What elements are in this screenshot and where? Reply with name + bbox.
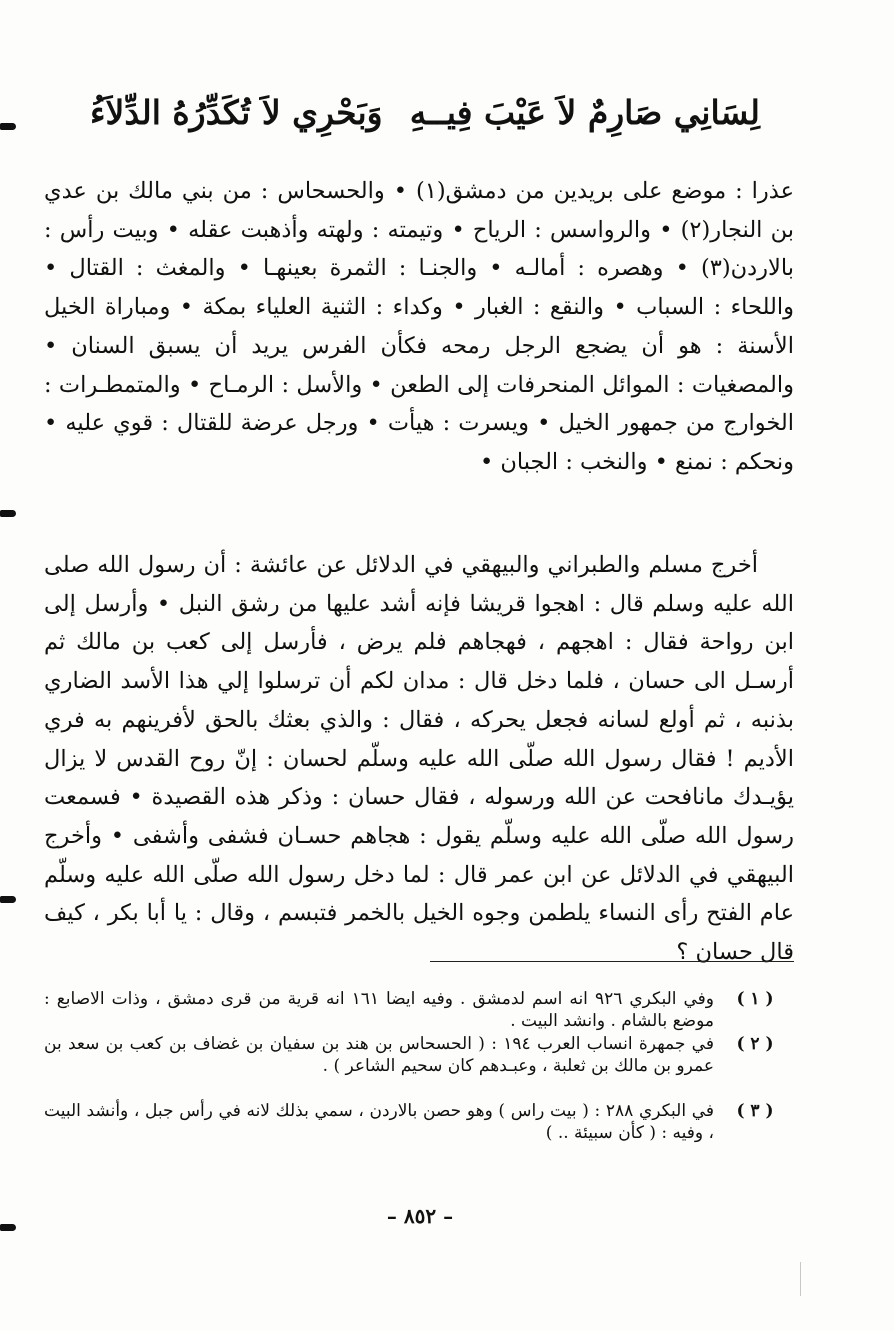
footnote-text: في البكري ٢٨٨ : ( بيت راس ) وهو حصن بالاردن ، سمي بذلك لانه في رأس جبل ، وأنشد البيت ، وفيه : ( كأن سبيئة .. ) xyxy=(44,1101,714,1143)
footnote-number: ( ١ ) xyxy=(736,989,774,1009)
glossary-paragraph: عذرا : موضع على بريدين من دمشق(١) • والحسحاس : من بني مالك بن عدي بن النجار(٢) • والرواسس : الرياح • وتيمته : ولهته وأذهبت عقله • وبيت رأس : بالاردن(٣) • وهصره : أمالـه • والجنـا : الثمرة بعينهـا • والمغث : القتال • واللحاء : السباب • والنقع : الغبار • وكداء : الثنية العلياء بمكة • ومباراة الخيل الأسنة : هو أن يضجع الرجل رمحه فكأن الفرس يريد أن يسبق السنان • والمصغيات : الموائل المنحرفات إلى الطعن • والأسل : الرمـاح • والمتمطـرات : الخوارج من جمهور الخيل • ويسرت : هيأت • ورجل عرضة للقتال : قوي عليه • ونحكم : نمنع • والنخب : الجبان • xyxy=(44,178,795,475)
main-text xyxy=(44,172,795,966)
footnote-separator xyxy=(430,961,794,962)
margin-mark xyxy=(0,1224,16,1231)
page-number: – ٨٥٢ – xyxy=(386,1204,454,1228)
footnotes xyxy=(44,988,796,1145)
verse-right-hemistich: لِسَانِي صَارِمٌ لاَ عَيْبَ فِيــهِ xyxy=(409,92,760,132)
margin-mark xyxy=(0,123,16,130)
footnote xyxy=(44,988,796,1032)
verse-left-hemistich: وَبَحْرِي لاَ تُكَدِّرُهُ الدِّلاَءُ xyxy=(90,92,383,132)
footnote xyxy=(44,1033,796,1099)
scan-artifact xyxy=(800,1262,801,1296)
poem-verse xyxy=(90,86,760,138)
footnote-text: وفي البكري ٩٢٦ انه اسم لدمشق . وفيه ايضا ١٦١ انه قرية من قرى دمشق ، وذات الاصابع : موضع بالشام . وانشد البيت . xyxy=(44,989,715,1031)
footnote-number: ( ٢ ) xyxy=(736,1034,774,1054)
footnote-text: في جمهرة انساب العرب ١٩٤ : ( الحسحاس بن هند بن سفيان بن غضاف بن كعب بن سعد بن عمرو بن مالك بن ثعلبة ، وعبـدهم كان سحيم الشاعر ) . xyxy=(44,1034,714,1076)
margin-mark xyxy=(0,896,16,903)
margin-mark xyxy=(0,510,16,517)
footnote-number: ( ٣ ) xyxy=(736,1101,774,1121)
footnote xyxy=(44,1100,796,1144)
narration-paragraph: أخرج مسلم والطبراني والبيهقي في الدلائل عن عائشة : أن رسول الله صلى الله عليه وسلم قال : اهجوا قريشا فإنه أشد عليها من رشق النبل • وأرسل إلى ابن رواحة فقال : اهجهم ، فهجاهم فلم يرض ، فأرسل إلى كعب بن مالك ثم أرسـل الى حسان ، فلما دخل قال : مدان لكم أن ترسلوا إلي هذا الأسد الضاري بذنبه ، ثم أولع لسانه فجعل يحركه ، فقال : والذي بعثك بالحق لأفرينهم به فري الأديم ! فقال رسول الله صلّى الله عليه وسلّم لحسان : إنّ روح القدس لا يزال يؤيـدك مانافحت عن الله ورسوله ، فقال حسان : وذكر هذه القصيدة • فسمعت رسول الله صلّى الله عليه وسلّم يقول : هجاهم حسـان فشفى وأشفى • وأخرج البيهقي في الدلائل عن ابن عمر قال : لما دخل رسول الله صلّى الله عليه وسلّم عام الفتح رأى النساء يلطمن وجوه الخيل بالخمر فتبسم ، وقال : يا أبا بكر ، كيف قال حسان ؟ xyxy=(44,552,794,966)
